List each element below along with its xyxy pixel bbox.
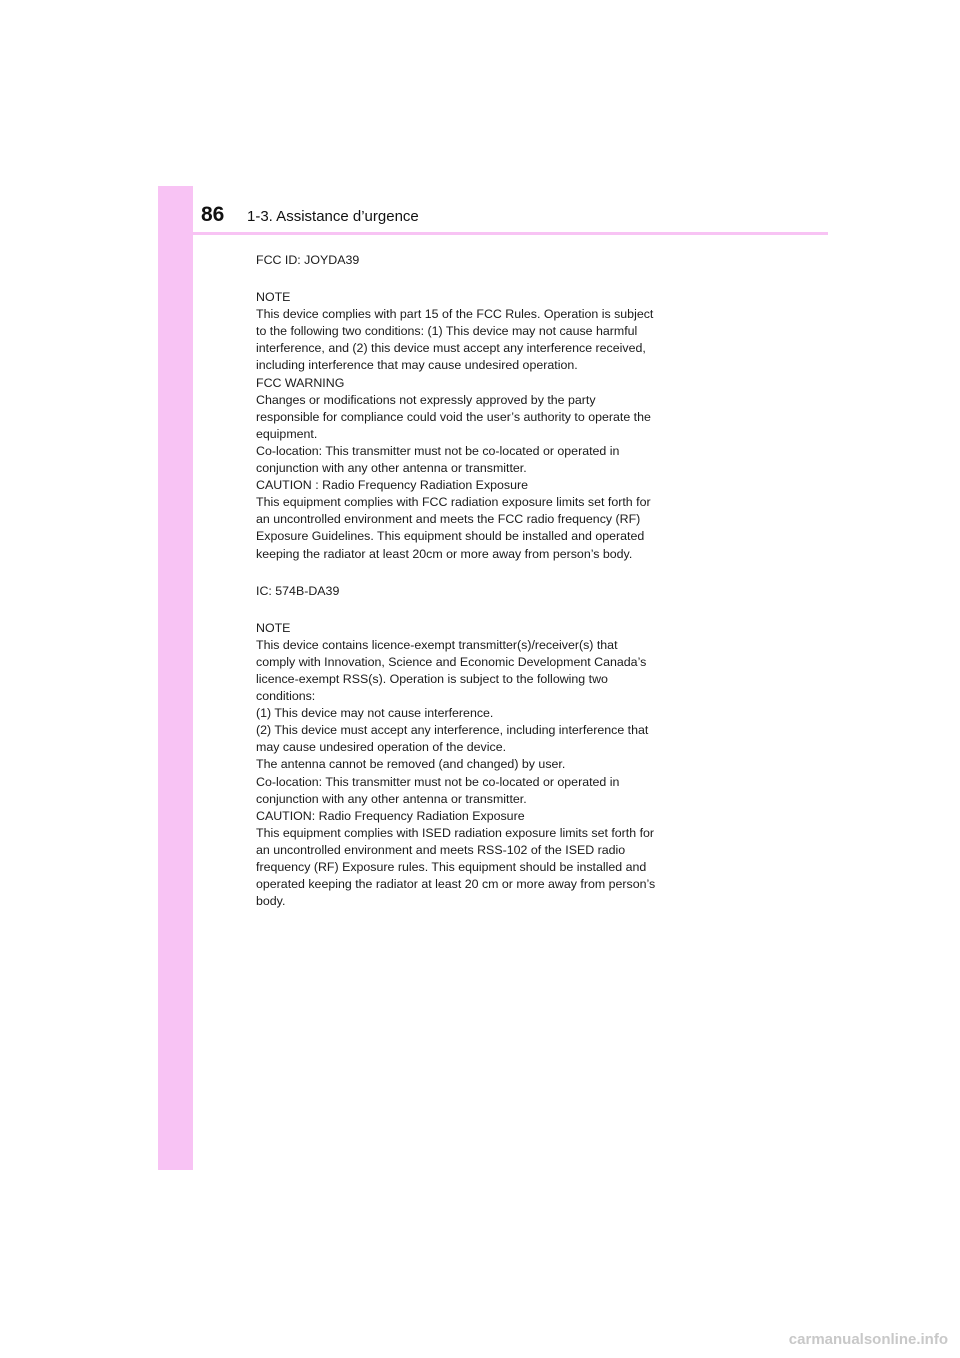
fcc-warning-line: equipment. bbox=[256, 426, 318, 441]
ic-note-line: conditions: bbox=[256, 689, 316, 704]
fcc-caution-line: keeping the radiator at least 20cm or more away from person’s body. bbox=[256, 546, 633, 561]
ic-caution-line: frequency (RF) Exposure rules. This equipment should be installed and bbox=[256, 860, 647, 874]
side-color-band bbox=[158, 186, 193, 1170]
ic-note-line: comply with Innovation, Science and Economic Development Canada’s bbox=[256, 654, 647, 669]
fcc-caution-line: Exposure Guidelines. This equipment should be installed and operated bbox=[256, 529, 645, 544]
ic-caution-title: CAUTION: Radio Frequency Radiation Exposure bbox=[256, 808, 525, 823]
fcc-warning-title: FCC WARNING bbox=[256, 375, 345, 390]
ic-note-line: licence-exempt RSS(s). Operation is subject to the following two bbox=[256, 671, 608, 686]
ic-note-line: may cause undesired operation of the device. bbox=[256, 740, 507, 755]
ic-note-line: (2) This device must accept any interference, including interference that bbox=[256, 723, 649, 738]
fcc-caution-line: This equipment complies with FCC radiation exposure limits set forth for bbox=[256, 495, 651, 510]
ic-id: IC: 574B-DA39 bbox=[256, 583, 340, 598]
ic-caution-line: operated keeping the radiator at least 20 cm or more away from person’s bbox=[256, 877, 656, 892]
ic-caution-line: an uncontrolled environment and meets RSS-102 of the ISED radio bbox=[256, 842, 626, 857]
ic-note-line: (1) This device may not cause interference. bbox=[256, 706, 494, 721]
document-body bbox=[256, 252, 711, 910]
watermark: carmanualsonline.info bbox=[788, 1331, 948, 1348]
fcc-colocation-line: Co-location: This transmitter must not be co-located or operated in bbox=[256, 443, 620, 458]
fcc-note-title: NOTE bbox=[256, 290, 291, 305]
ic-colocation-line: conjunction with any other antenna or transmitter. bbox=[256, 791, 527, 806]
fcc-note-line: This device complies with part 15 of the FCC Rules. Operation is subject bbox=[256, 307, 654, 322]
fcc-id: FCC ID: JOYDA39 bbox=[256, 253, 360, 267]
header-rule bbox=[193, 232, 828, 235]
ic-caution-line: body. bbox=[256, 894, 286, 909]
ic-note-line: The antenna cannot be removed (and changed) by user. bbox=[256, 757, 566, 772]
fcc-note-line: interference, and (2) this device must accept any interference received, bbox=[256, 341, 646, 356]
ic-colocation-line: Co-location: This transmitter must not be co-located or operated in bbox=[256, 774, 620, 789]
fcc-note-line: including interference that may cause undesired operation. bbox=[256, 358, 578, 373]
section-title: 1-3. Assistance d’urgence bbox=[247, 208, 419, 225]
ic-caution-line: This equipment complies with ISED radiation exposure limits set forth for bbox=[256, 825, 655, 840]
fcc-note-line: to the following two conditions: (1) This device may not cause harmful bbox=[256, 324, 638, 339]
fcc-caution-title: CAUTION : Radio Frequency Radiation Exposure bbox=[256, 478, 529, 493]
fcc-warning-line: Changes or modifications not expressly approved by the party bbox=[256, 392, 596, 407]
ic-note-line: This device contains licence-exempt transmitter(s)/receiver(s) that bbox=[256, 637, 618, 652]
ic-note-title: NOTE bbox=[256, 620, 291, 635]
fcc-caution-line: an uncontrolled environment and meets the FCC radio frequency (RF) bbox=[256, 512, 641, 527]
page-number: 86 bbox=[201, 203, 225, 226]
fcc-colocation-line: conjunction with any other antenna or transmitter. bbox=[256, 461, 527, 476]
fcc-warning-line: responsible for compliance could void the user’s authority to operate the bbox=[256, 409, 651, 424]
